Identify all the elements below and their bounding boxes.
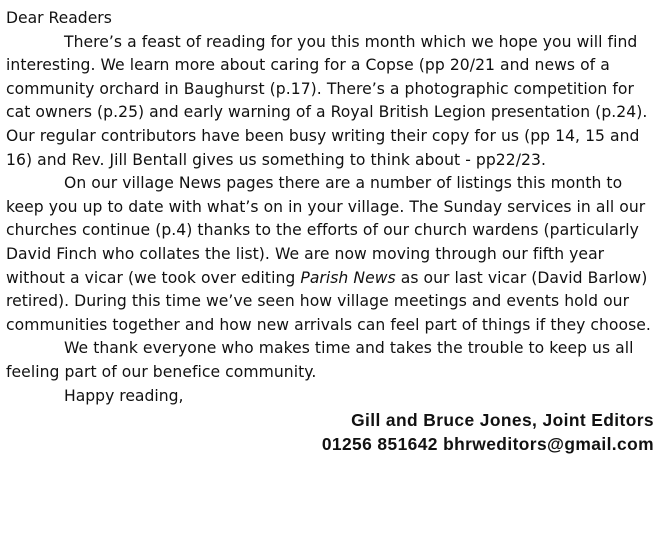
editor-contact: 01256 851642 bhrweditors@gmail.com [321, 434, 654, 455]
editor-names: Gill and Bruce Jones, Joint Editors [351, 410, 654, 431]
paragraph-intro: There’s a feast of reading for you this month which we hope you will find interesting. We learn more about caring for a Copse (pp 20/21 and news of a community orchard in Baughurst (p.17). There’s a photographic competition for cat owners (p.25) and early warning of a Royal British Legion presentation (p.24). Our regular contributors have been busy writing their copy for us (pp 14, 15 and 16) and Rev. Jill Bentall gives us something to think about - pp22/23. [6, 32, 648, 169]
parish-news-title: Parish News [300, 268, 396, 287]
paragraph-village-news-text-1: On our village News pages there are a number of listings this month to keep you up to date with what’s on in your village. The Sunday services in all our churches continue (p.4) thanks to the efforts of our church wardens (particularly David Finch who collates the list). We are now moving through our fifth year without a vicar (we took over editing [6, 174, 646, 287]
paragraph-village-news [6, 172, 660, 337]
paragraph-village-news-text-2: as our last vicar (David Barlow) retired). During this time we’ve seen how village meetings and events hold our communities together and how new arrivals can feel part of things if they choose. [6, 268, 651, 334]
paragraph-thanks: We thank everyone who makes time and takes the trouble to keep us all feeling part of our benefice community. [6, 339, 634, 381]
salutation: Dear Readers [6, 9, 112, 27]
closing-line: Happy reading, [64, 386, 184, 405]
